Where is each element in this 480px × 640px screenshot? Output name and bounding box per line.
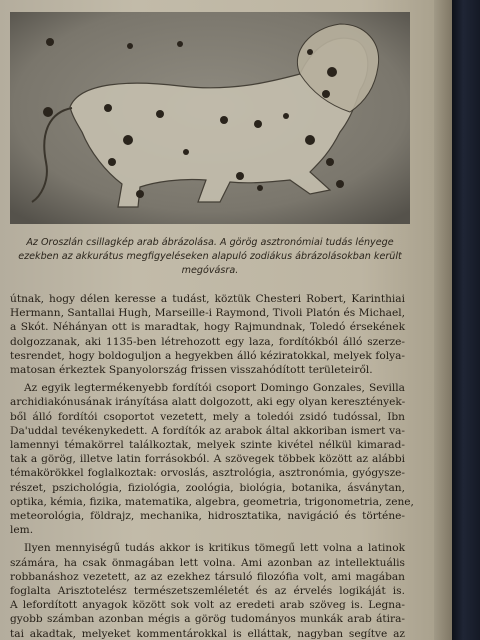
text-line: számára, ha csak önmagában lett volna. Ami azonban az intellektuális (10, 556, 405, 569)
text-line: tak a görög, illetve latin forrásokból. A szövegek többek között az alábbi (10, 453, 405, 466)
text-line: útnak, hogy délen keresse a tudást, köztük Chesteri Robert, Karinthiai (10, 293, 405, 305)
text-line: lamennyi témakörrel találkoztak, melyek szinte kivétel nélkül kimarad- (10, 439, 405, 452)
caption-line: megóvásra. (181, 265, 239, 276)
text-line: robbanáshoz vezetett, az az ezekhez társuló filozófia volt, ami magában (10, 570, 405, 583)
page-edge-shadow (434, 0, 452, 640)
paragraph-3 (10, 541, 405, 640)
figure-caption (12, 236, 408, 278)
body-text (10, 292, 414, 640)
text-line: tesrendet, hogy boldoguljon a hegyekben álló kéziratokkal, melyek folya- (10, 349, 405, 362)
text-line: részet, pszichológia, fiziológia, zoológia, biológia, botanika, ásványtan, (10, 481, 405, 494)
text-line: témakörökkel foglalkoztak: orvoslás, asztrológia, asztronómia, gyógysze- (10, 467, 405, 480)
text-line: A lefordított anyagok között sok volt az eredeti arab szöveg is. Legna- (10, 599, 405, 612)
text-line: dolgozzanak, aki 1135-ben létrehozott egy laza, fordítókból álló szerze- (10, 335, 405, 348)
text-line: ből álló fordítói csoportot vezetett, mely a toledói zsidó tudóssal, Ibn (10, 410, 405, 423)
caption-line: ezekben az akkurátus megfigyeléseken alapuló zodiákus ábrázolásokban került (18, 251, 402, 262)
lion-constellation-icon (10, 12, 410, 224)
constellation-figure (10, 12, 410, 224)
text-line: gyobb számban azonban mégis a görög tudományos munkák arab átira- (10, 613, 405, 626)
text-line: Az egyik legtermékenyebb fordítói csoport Domingo Gonzales, Sevilla (24, 382, 405, 395)
text-line: lem. (10, 524, 34, 537)
text-line: Ilyen mennyiségű tudás akkor is kritikus tömegű lett volna a latinok (24, 542, 405, 555)
book-spine (452, 0, 480, 640)
paragraph-2 (10, 381, 414, 537)
text-line: Hermann, Santallai Hugh, Marseille-i Raymond, Tivoli Platón és Michael, (10, 307, 405, 320)
paragraph-1 (10, 292, 405, 377)
text-line: a Skót. Néhányan ott is maradtak, hogy Rajmundnak, Toledó érsekének (10, 321, 405, 334)
text-line: optika, kémia, fizika, matematika, algebra, geometria, trigonometria, zene, (10, 495, 414, 508)
text-line: matosan érkeztek Spanyolország frissen visszahódított területeiről. (10, 364, 373, 377)
text-line: meteorológia, földrajz, mechanika, hidrosztatika, navigáció és történe- (10, 510, 405, 523)
text-line: archidiakónusának irányítása alatt dolgozott, aki egy olyan keresztények- (10, 396, 406, 409)
text-line: Da'uddal tevékenykedett. A fordítók az arabok által akkoriban ismert va- (10, 424, 405, 437)
caption-line: Az Oroszlán csillagkép arab ábrázolása. A görög asztronómiai tudás lényege (26, 237, 394, 248)
text-line: foglalta Arisztotelész természetszemléletét és az érvelés logikáját is. (10, 585, 405, 598)
text-line: tai akadtak, melyeket kommentárokkal is elláttak, nagyban segítve az (10, 627, 405, 640)
